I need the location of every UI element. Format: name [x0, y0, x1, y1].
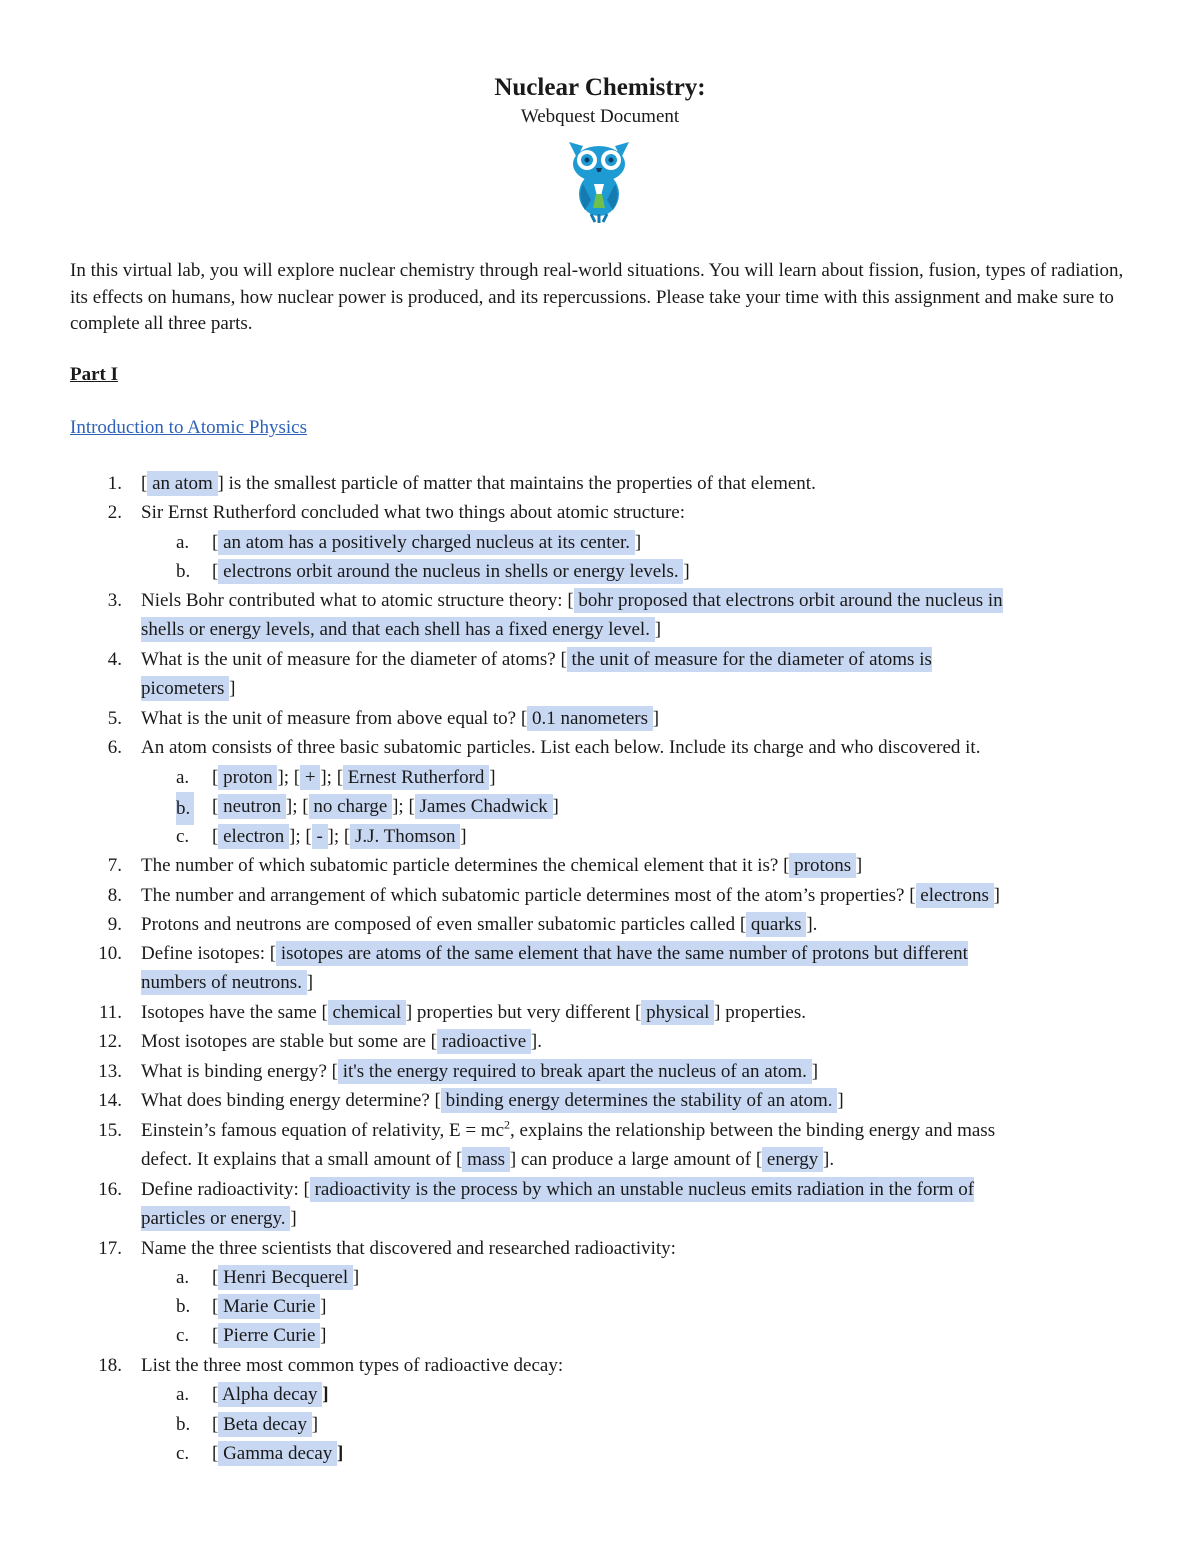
answer-field[interactable]: Beta decay [218, 1414, 312, 1435]
answer-field[interactable]: Pierre Curie [218, 1325, 321, 1346]
answer-field[interactable]: radioactivity is the process by which an unstable nucleus emits radiation in the form of [309, 1179, 975, 1200]
question-16-cont: particles or energy. ] [141, 1208, 297, 1229]
question-10-cont: numbers of neutrons. ] [141, 972, 314, 993]
answer-field[interactable]: J.J. Thomson [350, 826, 461, 847]
answer-field[interactable]: binding energy determines the stability of an atom. [440, 1090, 838, 1111]
question-15-cont: defect. It explains that a small amount of [ mass ] can produce a large amount of [ energy ]. [141, 1149, 835, 1170]
document-page: Nuclear Chemistry: Webquest Document In this virtual lab, you will explore nuclear chemistry through real-world situations. You will learn about fission, fusion, types of radiation, its effects on humans, how nuclear power is produced, and its repercussions. Please take your time with this assignment and make sure to complete all three parts. Part I Introduction to Atomic Physics 1. [ an atom ] is the smallest particle of matter that maintains the properties of that element. 2. Sir Ernst Rutherford concluded what two things about atomic structure: a. [ an atom has a positively charged nucleus at its center. ] b. [ electrons orbit around the nucleus in shells or energy levels. ] 3. Niels Bohr contributed what to atomic structure theory: [ bohr proposed that electrons orbit around the nucleus in shells or energy levels, and that each shell has a fixed energy level. ] 4. What is the unit of measure for the diameter of atoms? [ the unit of measure for the diameter of atoms is picometers ] 5. What is the unit of measure from above equal to? [ 0.1 nanometers ] 6. An atom consists of three basic subatomic particles. List each below. Include its charge and who discovered it. a. [ proton ]; [ + ]; [ Ernest Rutherford ] b. [ neutron ]; [ no charge ]; [ James Chadwick ] c. [ electron ]; [ - ]; [ J.J. Thomson ] 7. The number of which subatomic particle determines the chemical element that it is? [ protons ] 8. The number and arrangement of which subatomic particle determines most of the atom’s properties? [ electrons ] 9. Protons and neutrons are composed of even smaller subatomic particles called [ quarks ]. 10. Define isotopes: [ isotopes are atoms of the same element that have the same number of protons but different numbers of neutrons. ] 11. Isotopes have the same [ chemical ] properties but very different [ physical ] properties. 12. Most isotopes are stable but some are [ radioactive ]. 13. What is binding energy? [ it's the energy required to break apart the nucleus of an atom. ] 14. What does binding energy determine? [ binding energy determines the stability of an atom. ] 15. Einstein’s famous equation of relativity, $E = mc^2$, explains the relationship between the binding energy and mass defect. It explains that a small amount of [ mass ] can produce a large amount of [ energy ]. 16. Define radioactivity: [ radioactivity is the process by which an unstable nucleus emits radiation in the form of particles or energy. ] 17. Name the three scientists that discovered and researched radioactivity: a. [ Henri Becquerel ] b. [ Marie Curie ] c. [ Pierre Curie ] 18. List the three most common types of radioactive decay: a. [ Alpha decay ] b. [ Beta decay ] c. [ Gamma decay ] [0, 0, 1200, 1553]
page-subtitle: Webquest Document [520, 106, 680, 127]
answer-field[interactable]: isotopes are atoms of the same element that have the same number of protons but different [276, 943, 968, 964]
answer-field[interactable]: Gamma decay [218, 1443, 338, 1464]
answer-field[interactable]: mass [462, 1149, 510, 1170]
answer-field[interactable]: electrons [915, 885, 994, 906]
answer-field[interactable]: Marie Curie [218, 1296, 321, 1317]
answer-field[interactable]: bohr proposed that electrons orbit around the nucleus in [573, 590, 1003, 611]
owl-logo-icon [563, 134, 635, 224]
answer-field[interactable]: picometers [141, 678, 230, 699]
answer-field[interactable]: physical [641, 1002, 715, 1023]
answer-field[interactable]: an atom [147, 473, 218, 494]
answer-field[interactable]: an atom has a positively charged nucleus at its center. [218, 532, 635, 553]
answer-field[interactable]: the unit of measure for the diameter of atoms is [566, 649, 932, 670]
answer-field[interactable]: shells or energy levels, and that each shell has a fixed energy level. [141, 619, 655, 640]
answer-field[interactable]: 0.1 nanometers [527, 708, 653, 729]
part-heading: Part I [70, 364, 119, 385]
answer-field[interactable]: neutron [218, 796, 286, 817]
answer-field[interactable]: Alpha decay [218, 1384, 323, 1405]
intro-paragraph: In this virtual lab, you will explore nuclear chemistry through real-world situations. You will learn about fission, fusion, types of radiation, its effects on humans, how nuclear power is produced, and its repercussions. Please take your time with this assignment and make sure to complete all three parts. [70, 260, 1124, 334]
answer-field[interactable]: no charge [308, 796, 393, 817]
answer-field[interactable]: proton [218, 767, 278, 788]
answer-field[interactable]: electrons orbit around the nucleus in shells or energy levels. [218, 561, 684, 582]
answer-field[interactable]: Henri Becquerel [218, 1267, 353, 1288]
question-4-cont: picometers ] [141, 678, 236, 699]
page-title: Nuclear Chemistry: [494, 74, 706, 101]
answer-field[interactable]: - [311, 826, 328, 847]
answer-field[interactable]: particles or energy. [141, 1208, 291, 1229]
answer-field[interactable]: radioactive [437, 1031, 531, 1052]
answer-field[interactable]: quarks [746, 914, 807, 935]
answer-field[interactable]: + [300, 767, 321, 788]
answer-field[interactable]: James Chadwick [414, 796, 553, 817]
answer-field[interactable]: energy [762, 1149, 824, 1170]
answer-field[interactable]: Ernest Rutherford [343, 767, 490, 788]
question-3-cont: shells or energy levels, and that each shell has a fixed energy level. ] [141, 619, 662, 640]
answer-field[interactable]: electron [218, 826, 290, 847]
answer-field[interactable]: it's the energy required to break apart the nucleus of an atom. [338, 1061, 812, 1082]
answer-field[interactable]: chemical [327, 1002, 406, 1023]
answer-field[interactable]: protons [789, 855, 856, 876]
answer-field[interactable]: numbers of neutrons. [141, 972, 307, 993]
section-link[interactable]: Introduction to Atomic Physics [70, 417, 307, 438]
